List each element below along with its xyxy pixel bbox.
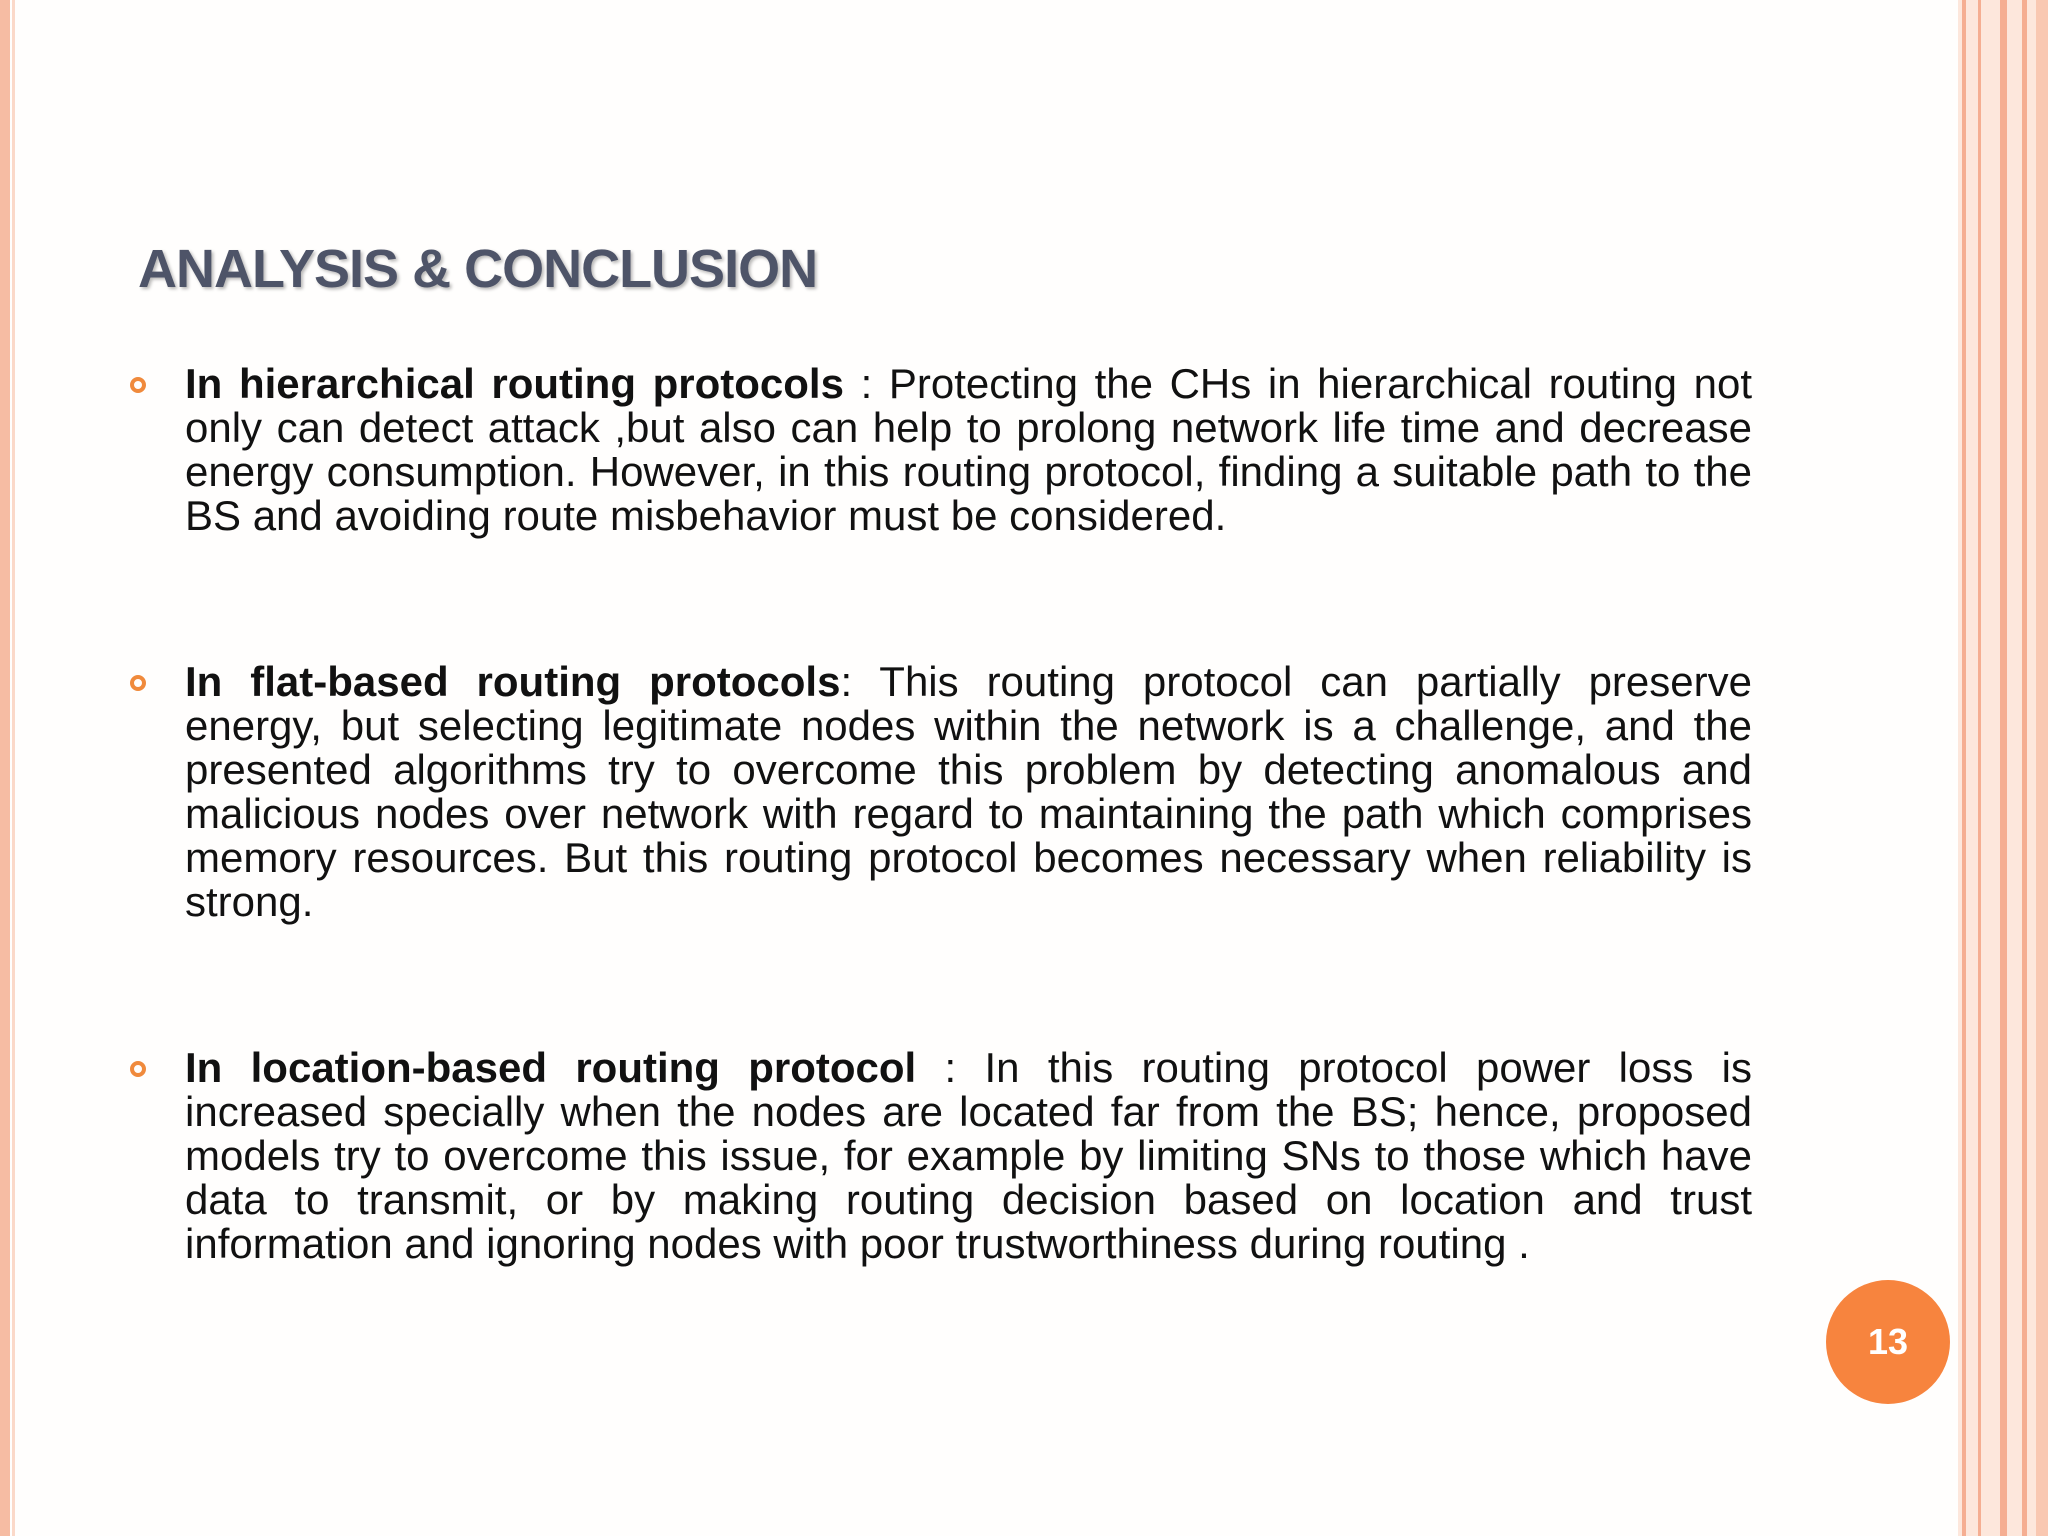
right-border-line: [2036, 0, 2048, 1536]
bullet-item-hierarchical: [130, 362, 1752, 538]
bullet-body: : Protecting the CHs in hierarchical routing not only can detect attack ,but also can help to prolong network life time and decrease energy consumption. However, in this routing protocol, finding a suitable path to the BS and avoiding route misbehavior must be considered.: [185, 360, 1752, 539]
bullet-heading: In hierarchical routing protocols: [185, 360, 844, 407]
right-border-line: [1978, 0, 1981, 1536]
right-border-line: [2000, 0, 2007, 1536]
right-border-line: [1962, 0, 1966, 1536]
bullet-circle-icon: [130, 675, 146, 691]
bullet-heading: In location-based routing protocol: [185, 1044, 917, 1091]
bullet-item-flat-based: [130, 660, 1752, 924]
left-border-inner-stripe: [12, 0, 15, 1536]
left-border-stripe: [0, 0, 10, 1536]
bullet-list: [130, 362, 1752, 1388]
page-number-badge: [1826, 1280, 1950, 1404]
right-border-line: [2022, 0, 2027, 1536]
bullet-paragraph: [185, 362, 1752, 538]
bullet-paragraph: [185, 660, 1752, 924]
bullet-circle-icon: [130, 377, 146, 393]
bullet-circle-icon: [130, 1061, 146, 1077]
page-number: 13: [1867, 1321, 1909, 1362]
bullet-heading: In flat-based routing protocols: [185, 658, 841, 705]
bullet-paragraph: [185, 1046, 1752, 1266]
bullet-body: : In this routing protocol power loss is increased specially when the nodes are located far from the BS; hence, proposed models try to overcome this issue, for example by limiting SNs to those which have data to transmit, or by making routing decision based on location and trust information and ignoring nodes with poor trustworthiness during routing .: [185, 1044, 1752, 1267]
bullet-body: : This routing protocol can partially preserve energy, but selecting legitimate nodes within the network is a challenge, and the presented algorithms try to overcome this problem by detecting anomalous and malicious nodes over network with regard to maintaining the path which comprises memory resources. But this routing protocol becomes necessary when reliability is strong.: [185, 658, 1752, 925]
bullet-item-location-based: [130, 1046, 1752, 1266]
slide-title: ANALYSIS & CONCLUSION: [138, 239, 818, 299]
